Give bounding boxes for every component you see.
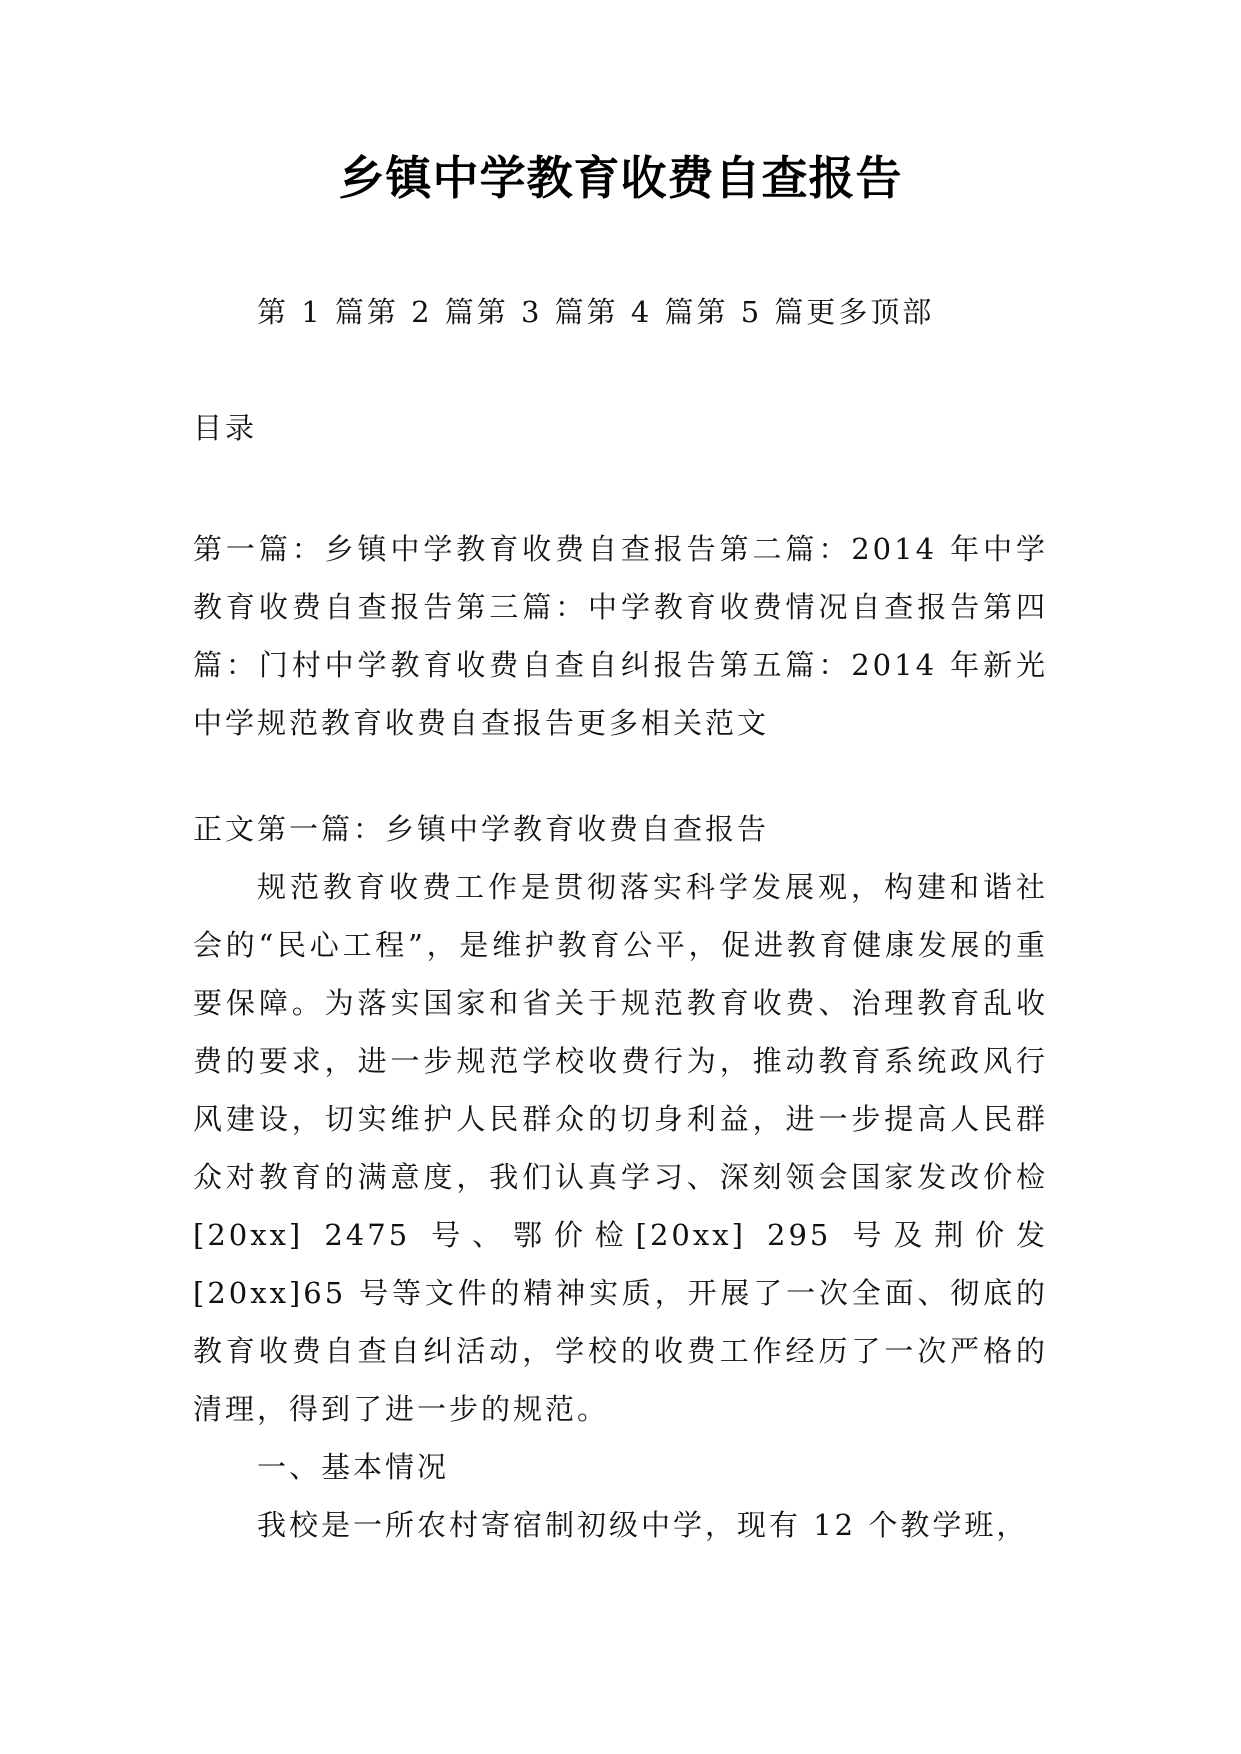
- article-nav-links[interactable]: 第 1 篇第 2 篇第 3 篇第 4 篇第 5 篇更多顶部: [257, 295, 935, 329]
- body-heading: 正文第一篇：乡镇中学教育收费自查报告: [193, 812, 770, 846]
- document-title: 乡镇中学教育收费自查报告: [338, 151, 903, 205]
- toc-list: 第一篇：乡镇中学教育收费自查报告第二篇：2014 年中学教育收费自查报告第三篇：中学教育收费情况自查报告第四篇：门村中学教育收费自查自纠报告第五篇：2014 年新光中学规范教育收费自查报告更多相关范文: [193, 532, 1048, 740]
- toc-heading: 目录: [193, 411, 258, 445]
- section-paragraph: 我校是一所农村寄宿制初级中学，现有 12 个教学班，: [257, 1508, 1029, 1542]
- section-heading: 一、基本情况: [257, 1450, 450, 1484]
- document-body: [193, 800, 1048, 1554]
- body-paragraph: 规范教育收费工作是贯彻落实科学发展观，构建和谐社会的“民心工程”，是维护教育公平，促进教育健康发展的重要保障。为落实国家和省关于规范教育收费、治理教育乱收费的要求，进一步规范学校收费行为，推动教育系统政风行风建设，切实维护人民群众的切身利益，进一步提高人民群众对教育的满意度，我们认真学习、深刻领会国家发改价检[20xx] 2475 号、鄂价检[20xx] 295 号及荆价发[20xx]65 号等文件的精神实质，开展了一次全面、彻底的教育收费自查自纠活动，学校的收费工作经历了一次严格的清理，得到了进一步的规范。: [193, 870, 1048, 1426]
